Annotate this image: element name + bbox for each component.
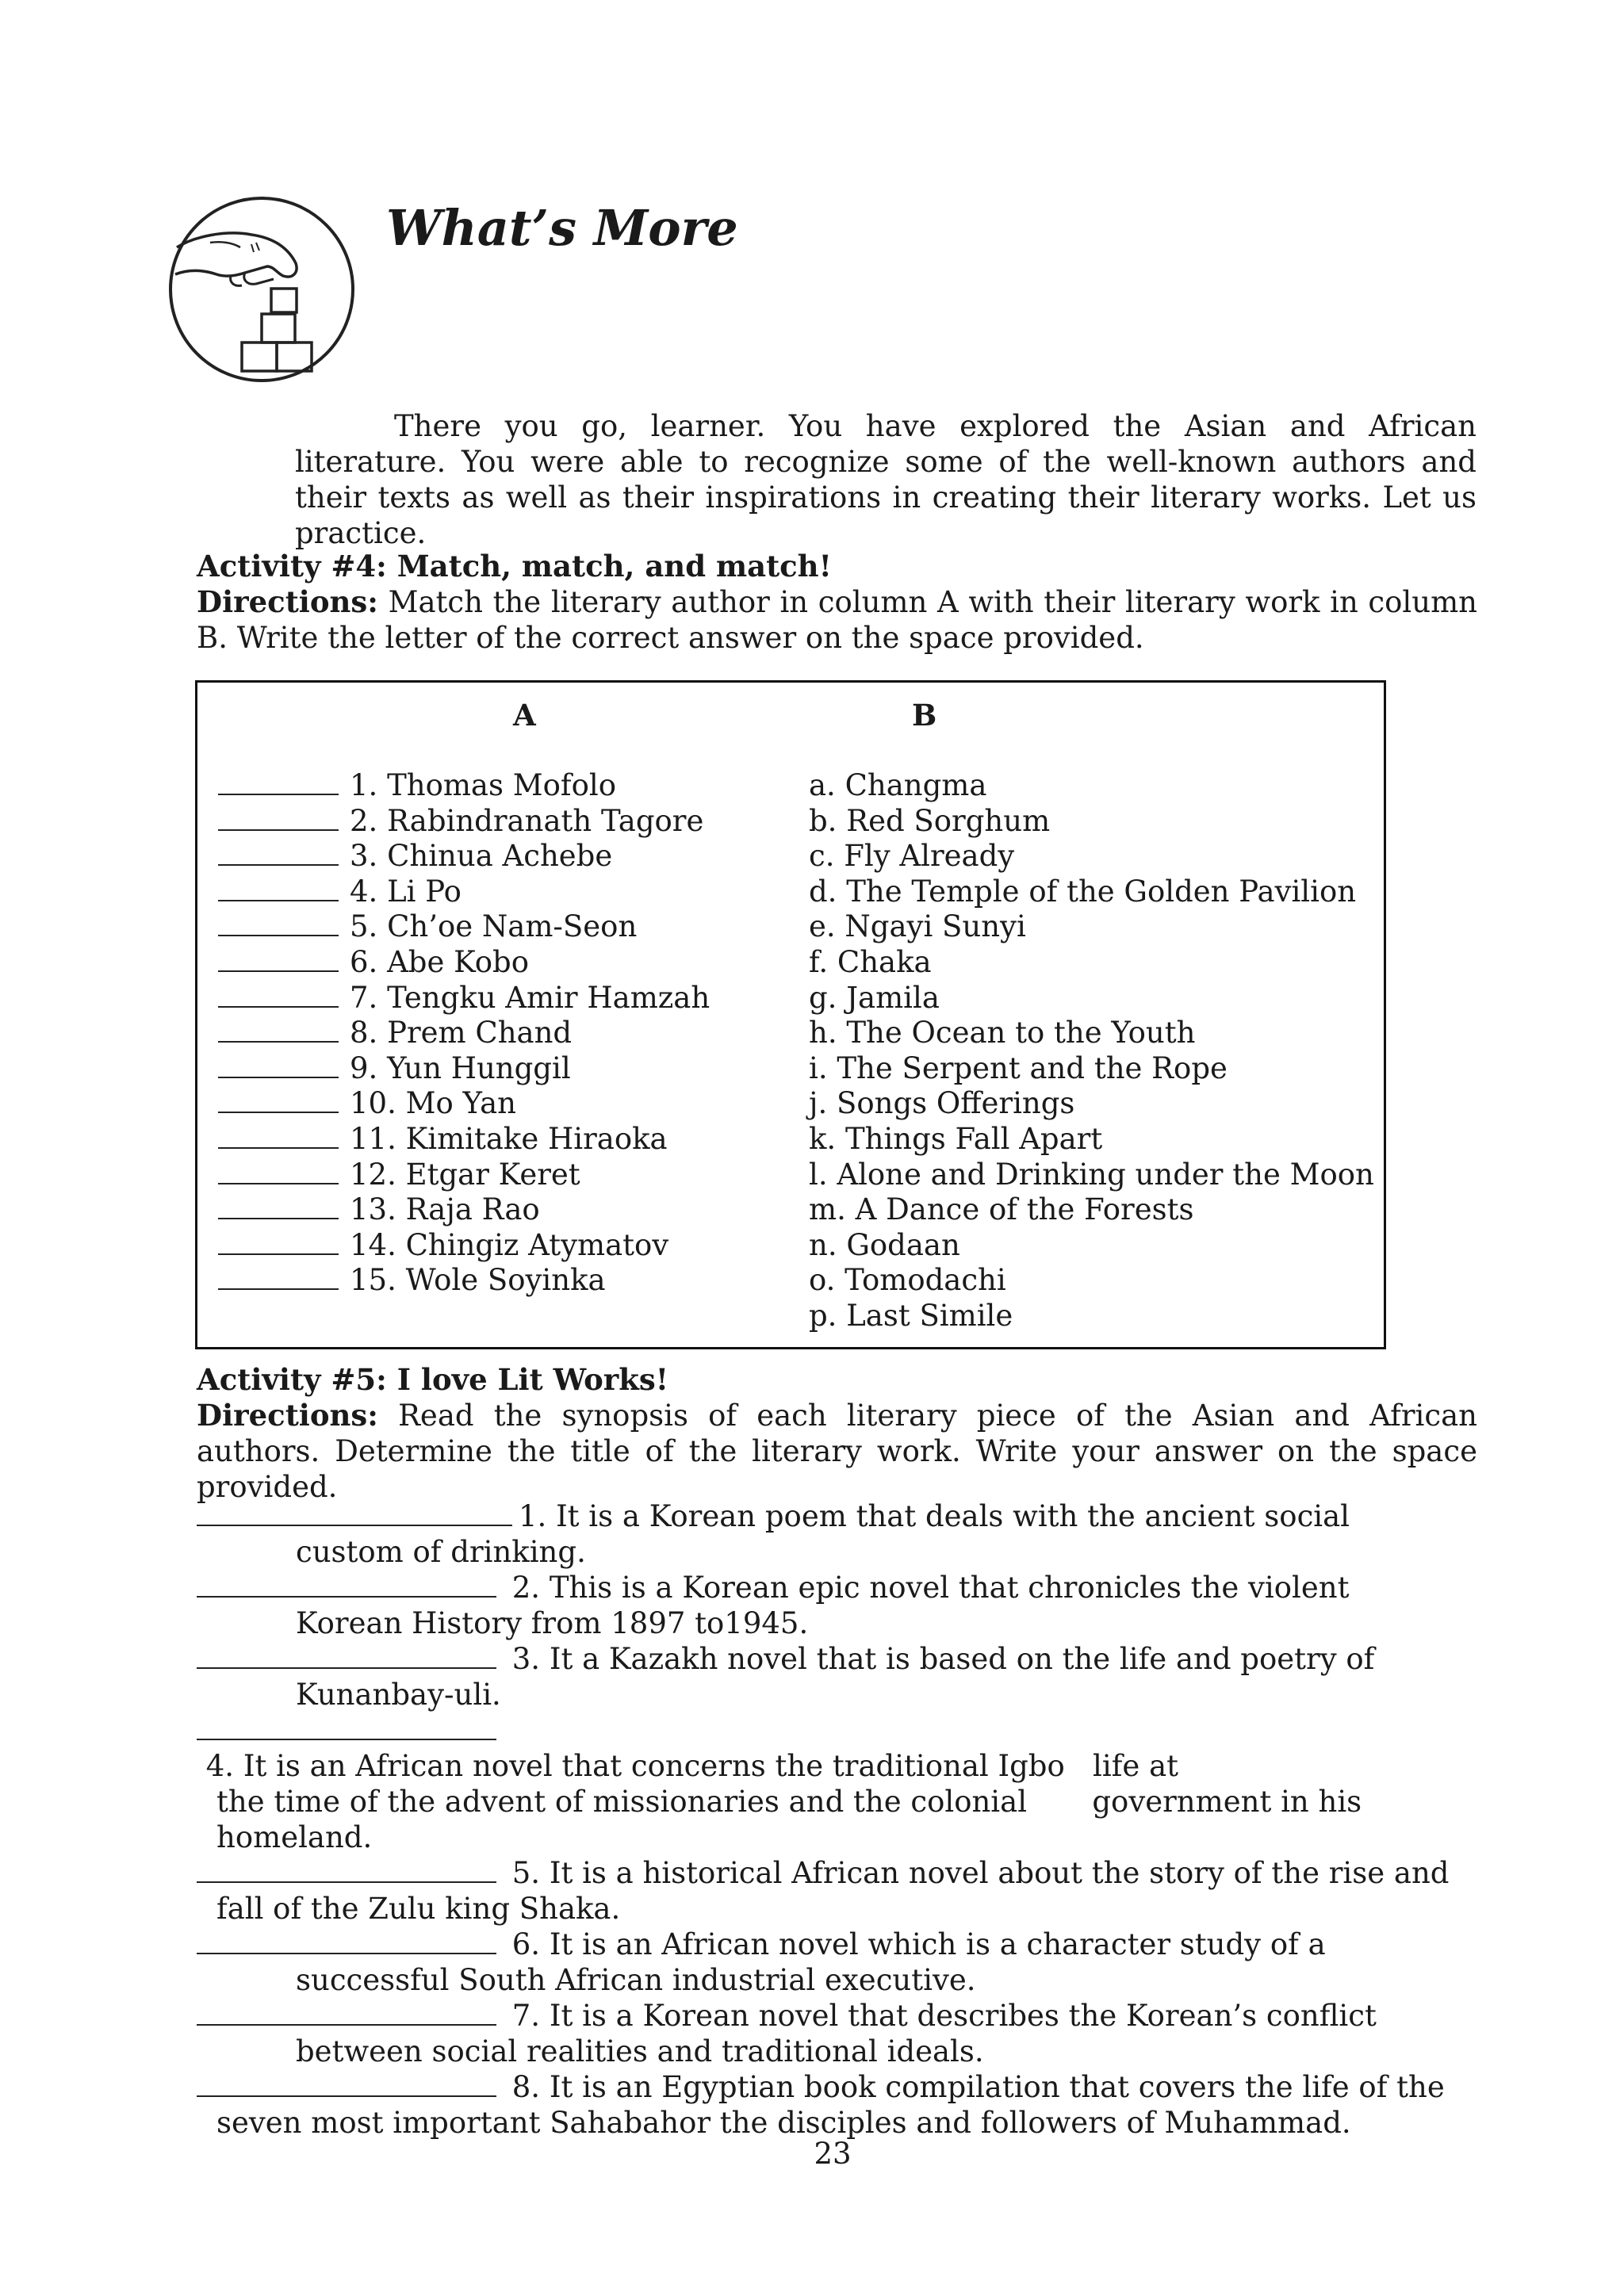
answer-blank [218, 1122, 339, 1149]
work-item: h. The Ocean to the Youth [809, 1016, 1196, 1050]
author-row[interactable]: 5. Ch’oe Nam-Seon [218, 909, 710, 944]
question-item: 8. It is an Egyptian book compilation that covers the life of the seven most important Sahabahor the disciples and followers of Muhammad. [197, 2069, 1481, 2141]
author-row[interactable]: 14. Chingiz Atymatov [218, 1227, 710, 1263]
activity4-directions: Directions: Match the literary author in column A with their literary work in column B. Write the letter of the correct answer on the space provided. [197, 584, 1477, 655]
column-a-header: A [513, 698, 536, 733]
work-item: m. A Dance of the Forests [809, 1192, 1194, 1227]
activity5-title: Activity #5: I love Lit Works! [197, 1362, 668, 1397]
work-item: p. Last Simile [809, 1298, 1013, 1333]
author-row[interactable]: 9. Yun Hunggil [218, 1050, 710, 1086]
author-row[interactable]: 13. Raja Rao [218, 1192, 710, 1227]
answer-blank[interactable] [197, 2070, 496, 2097]
answer-blank [218, 1158, 339, 1184]
work-item: f. Chaka [809, 944, 932, 979]
author-row[interactable]: 7. Tengku Amir Hamzah [218, 980, 710, 1016]
work-item: i. The Serpent and the Rope [809, 1050, 1228, 1085]
work-item: g. Jamila [809, 980, 940, 1015]
intro-paragraph: There you go, learner. You have explored the Asian and African literature. You were able to recognize some of the well-known authors and their texts as well as their inspirations in creating their literary works. Let us practice. [295, 409, 1477, 550]
activity5-header [197, 1362, 1477, 1505]
work-item: n. Godaan [809, 1227, 960, 1262]
question-item: 7. It is a Korean novel that describes the Korean’s conflict between social realities and traditional ideals. [197, 1998, 1481, 2069]
answer-blank [218, 1016, 339, 1043]
answer-blank [218, 981, 339, 1008]
question-item: 6. It is an African novel which is a character study of a successful South African industrial executive. [197, 1927, 1481, 1998]
answer-blank[interactable] [197, 1571, 496, 1598]
activity5-directions: Directions: Read the synopsis of each literary piece of the Asian and African authors. Determine the title of the literary work. Write your answer on the space provided. [197, 1398, 1477, 1504]
answer-blank [218, 804, 339, 831]
question-item: 2. This is a Korean epic novel that chronicles the violent Korean History from 1897 to1945. [197, 1570, 1481, 1641]
answer-blank[interactable] [197, 1927, 496, 1954]
answer-blank [218, 1192, 339, 1219]
column-b-header: B [912, 698, 937, 733]
activity4-title: Activity #4: Match, match, and match! [197, 549, 832, 584]
work-item: d. The Temple of the Golden Pavilion [809, 874, 1357, 909]
page-number: 23 [814, 2137, 852, 2171]
question-item: 4. It is an African novel that concerns the traditional Igbo life at the time of the advent of missionaries and the colonial government in his homeland. [197, 1712, 1481, 1855]
work-item: a. Changma [809, 768, 987, 802]
author-row[interactable]: 1. Thomas Mofolo [218, 767, 710, 803]
author-row[interactable]: 4. Li Po [218, 874, 710, 909]
work-item: e. Ngayi Sunyi [809, 909, 1026, 944]
answer-blank [218, 839, 339, 866]
column-a-authors [218, 767, 710, 1298]
activity4-header [197, 549, 1477, 656]
answer-blank [218, 874, 339, 901]
answer-blank [218, 1228, 339, 1255]
page-title: What’s More [386, 199, 738, 257]
hand-stacking-blocks-icon [163, 190, 361, 388]
author-row[interactable]: 15. Wole Soyinka [218, 1262, 710, 1298]
answer-blank[interactable] [197, 1642, 496, 1669]
activity5-questions [197, 1498, 1481, 2141]
answer-blank [218, 1263, 339, 1290]
answer-blank[interactable] [197, 1499, 512, 1526]
question-item: 5. It is a historical African novel about the story of the rise and fall of the Zulu king Shaka. [197, 1855, 1481, 1927]
work-item: o. Tomodachi [809, 1263, 1006, 1298]
answer-blank[interactable] [197, 1856, 496, 1883]
answer-blank [218, 909, 339, 936]
work-item: k. Things Fall Apart [809, 1121, 1103, 1156]
author-row[interactable]: 8. Prem Chand [218, 1015, 710, 1050]
author-row[interactable]: 3. Chinua Achebe [218, 838, 710, 874]
author-row[interactable]: 2. Rabindranath Tagore [218, 803, 710, 839]
work-item: b. Red Sorghum [809, 803, 1051, 838]
answer-blank[interactable] [197, 1713, 496, 1740]
question-item: 3. It a Kazakh novel that is based on the life and poetry of Kunanbay-uli. [197, 1641, 1481, 1712]
answer-blank[interactable] [197, 1999, 496, 2026]
answer-blank [218, 945, 339, 972]
work-item: j. Songs Offerings [809, 1086, 1075, 1121]
question-item: 1. It is a Korean poem that deals with the ancient social custom of drinking. [197, 1498, 1481, 1570]
work-item: l. Alone and Drinking under the Moon [809, 1157, 1374, 1192]
author-row[interactable]: 12. Etgar Keret [218, 1157, 710, 1192]
author-row[interactable]: 6. Abe Kobo [218, 944, 710, 980]
answer-blank [218, 1086, 339, 1113]
author-row[interactable]: 11. Kimitake Hiraoka [218, 1121, 710, 1157]
answer-blank [218, 768, 339, 795]
column-b-works [809, 767, 1374, 1334]
answer-blank [218, 1051, 339, 1078]
work-item: c. Fly Already [809, 839, 1015, 874]
author-row[interactable]: 10. Mo Yan [218, 1085, 710, 1121]
